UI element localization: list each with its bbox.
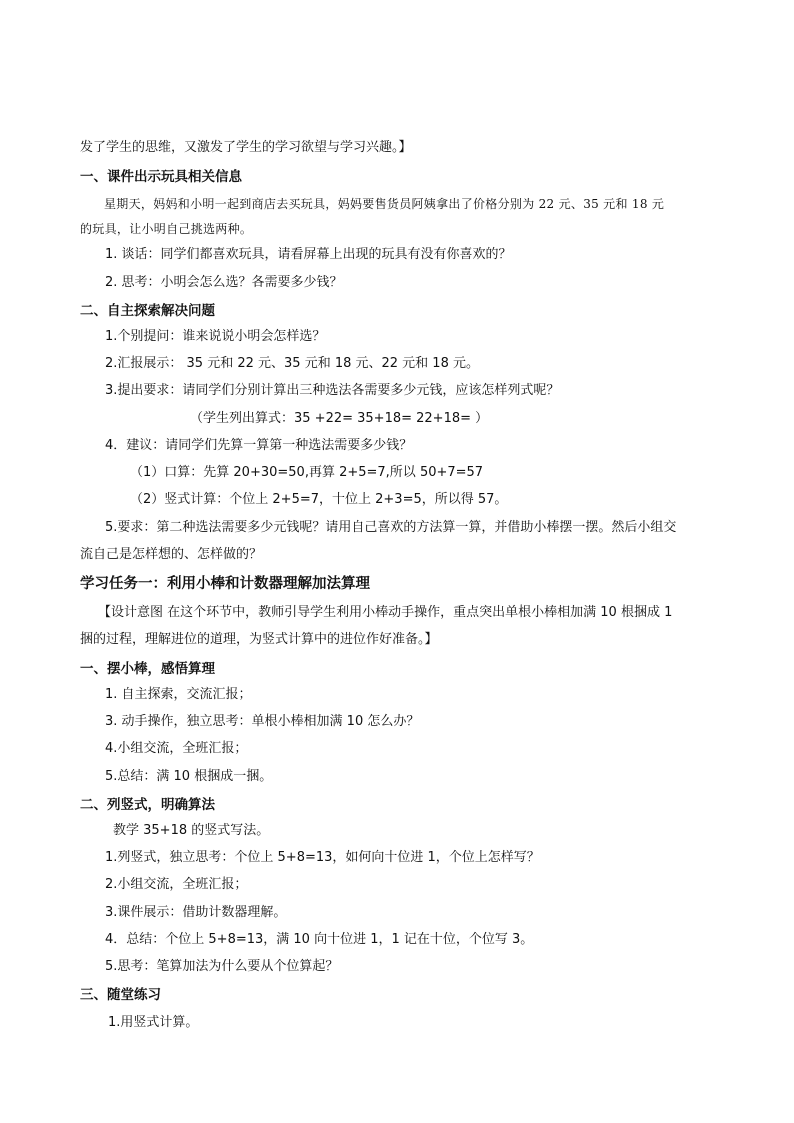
list-item: 1. 谈话：同学们都喜欢玩具，请看屏幕上出现的玩具有没有你喜欢的？ xyxy=(105,247,512,262)
list-item: 3.提出要求：请同学们分别计算出三种选法各需要多少元钱，应该怎样列式呢？ xyxy=(105,383,560,398)
formula-line: （学生列出算式：35 +22= 35+18= 22+18= ） xyxy=(190,411,489,426)
sub-item: （1）口算：先算 20+30=50,再算 2+5=7,所以 50+7=57 xyxy=(130,465,484,480)
list-item: 5.要求：第二种选法需要多少元钱呢？请用自己喜欢的方法算一算，并借助小棒摆一摆。然后小组交 xyxy=(105,520,677,535)
list-item: 2.汇报展示： 35 元和 22 元、35 元和 18 元、22 元和 18 元。 xyxy=(105,356,479,371)
section-heading: 一、课件出示玩具相关信息 xyxy=(80,169,242,185)
text-line: 教学 35+18 的竖式写法。 xyxy=(113,823,270,838)
list-item: 4．总结：个位上 5+8=13，满 10 向十位进 1，1 记在十位，个位写 3。 xyxy=(105,932,534,947)
list-item: 2. 思考：小明会怎么选？各需要多少钱？ xyxy=(105,275,343,290)
section-heading: 三、随堂练习 xyxy=(80,987,161,1003)
text-line: 发了学生的思维，又激发了学生的学习欲望与学习兴趣。】 xyxy=(80,140,412,155)
list-item: 1.列竖式，独立思考：个位上 5+8=13，如何向十位进 1，个位上怎样写？ xyxy=(105,850,540,865)
list-item: 1.用竖式计算。 xyxy=(108,1015,199,1030)
list-item: 5.总结：满 10 根捆成一捆。 xyxy=(105,769,273,784)
list-item: 1.个别提问：谁来说说小明会怎样选？ xyxy=(105,329,326,344)
list-item: 4．建议：请同学们先算一算第一种选法需要多少钱？ xyxy=(105,438,413,453)
text-line: 捆的过程，理解进位的道理，为竖式计算中的进位作好准备。】 xyxy=(80,632,438,647)
story-text: 星期天，妈妈和小明一起到商店去买玩具，妈妈要售货员阿姨拿出了价格分别为 22 元、35 元和 18 元 xyxy=(104,197,665,211)
list-item: 3.课件展示：借助计数器理解。 xyxy=(105,905,287,920)
list-item: 1. 自主探索，交流汇报； xyxy=(105,687,252,702)
section-heading: 二、自主探索解决问题 xyxy=(80,303,215,319)
list-item: 2.小组交流，全班汇报； xyxy=(105,877,248,892)
section-heading: 二、列竖式，明确算法 xyxy=(80,797,215,813)
text-line: 流自己是怎样想的、怎样做的？ xyxy=(80,547,263,562)
story-text: 的玩具，让小明自己挑选两种。 xyxy=(80,222,253,236)
list-item: 3. 动手操作，独立思考：单根小棒相加满 10 怎么办？ xyxy=(105,714,420,729)
list-item: 4.小组交流，全班汇报； xyxy=(105,741,248,756)
list-item: 5.思考：笔算加法为什么要从个位算起？ xyxy=(105,959,339,974)
task-title: 学习任务一：利用小棒和计数器理解加法算理 xyxy=(80,576,370,592)
sub-item: （2）竖式计算：个位上 2+5=7，十位上 2+3=5，所以得 57。 xyxy=(130,492,508,507)
section-heading: 一、摆小棒，感悟算理 xyxy=(80,661,215,677)
design-intent: 【设计意图 在这个环节中，教师引导学生利用小棒动手操作，重点突出单根小棒相加满 10 根捆成 1 xyxy=(98,605,673,620)
